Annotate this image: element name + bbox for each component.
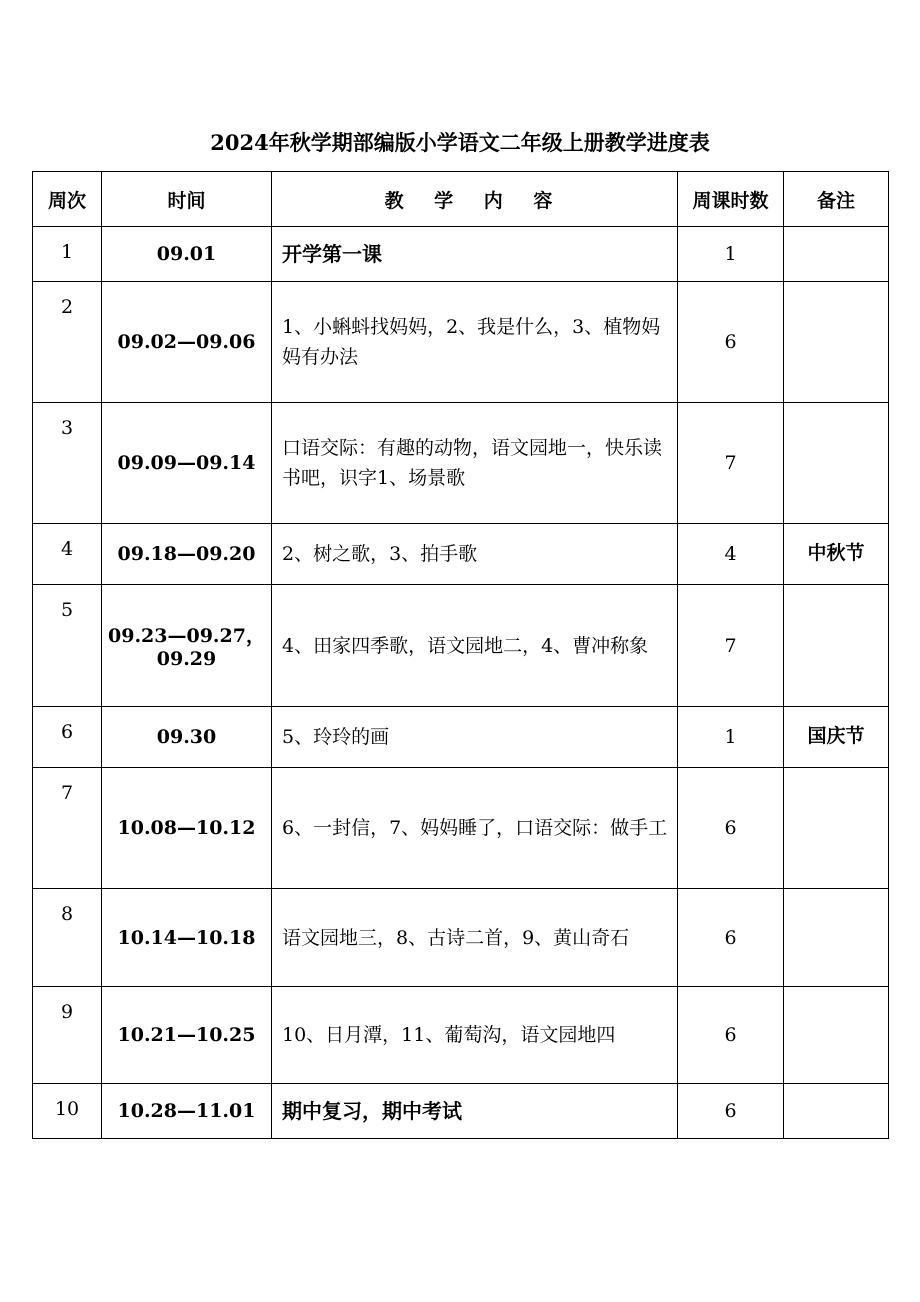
cell-content: 2、树之歌，3、拍手歌: [272, 524, 678, 585]
cell-date: 09.23—09.27，09.29: [102, 585, 272, 707]
cell-week: 9: [33, 987, 102, 1084]
cell-content: 口语交际：有趣的动物，语文园地一，快乐读书吧，识字1、场景歌: [272, 403, 678, 524]
cell-content: 期中复习，期中考试: [272, 1084, 678, 1139]
table-row: [33, 227, 889, 282]
cell-week: 8: [33, 889, 102, 987]
cell-hours: 6: [678, 987, 784, 1084]
cell-date: 10.14—10.18: [102, 889, 272, 987]
table-row: [33, 768, 889, 889]
table-row: [33, 403, 889, 524]
cell-note: [784, 987, 889, 1084]
cell-note: [784, 889, 889, 987]
table-header-row: [33, 172, 889, 227]
cell-hours: 6: [678, 768, 784, 889]
cell-hours: 7: [678, 585, 784, 707]
cell-week: 3: [33, 403, 102, 524]
cell-hours: 6: [678, 889, 784, 987]
table-row: [33, 889, 889, 987]
schedule-table: [32, 171, 889, 1139]
cell-content: 1、小蝌蚪找妈妈，2、我是什么，3、植物妈妈有办法: [272, 282, 678, 403]
cell-note: [784, 768, 889, 889]
cell-content: 语文园地三，8、古诗二首，9、黄山奇石: [272, 889, 678, 987]
cell-date: 10.21—10.25: [102, 987, 272, 1084]
cell-content: 6、一封信，7、妈妈睡了，口语交际：做手工: [272, 768, 678, 889]
cell-hours: 7: [678, 403, 784, 524]
page-title: 2024年秋学期部编版小学语文二年级上册教学进度表: [210, 130, 710, 155]
cell-note: [784, 403, 889, 524]
table-row: [33, 1084, 889, 1139]
cell-week: 1: [33, 227, 102, 282]
cell-week: 4: [33, 524, 102, 585]
cell-note: [784, 227, 889, 282]
cell-content: 10、日月潭，11、葡萄沟，语文园地四: [272, 987, 678, 1084]
cell-note: 中秋节: [784, 524, 889, 585]
header-hours: 周课时数: [678, 172, 784, 227]
cell-date: 09.01: [102, 227, 272, 282]
cell-hours: 1: [678, 707, 784, 768]
cell-hours: 6: [678, 282, 784, 403]
cell-week: 2: [33, 282, 102, 403]
table-row: [33, 524, 889, 585]
cell-note: [784, 282, 889, 403]
cell-hours: 4: [678, 524, 784, 585]
cell-week: 7: [33, 768, 102, 889]
cell-hours: 1: [678, 227, 784, 282]
table-row: [33, 707, 889, 768]
cell-date: 10.08—10.12: [102, 768, 272, 889]
cell-note: 国庆节: [784, 707, 889, 768]
cell-date: 09.18—09.20: [102, 524, 272, 585]
header-note: 备注: [784, 172, 889, 227]
cell-hours: 6: [678, 1084, 784, 1139]
header-date: 时间: [102, 172, 272, 227]
cell-date: 10.28—11.01: [102, 1084, 272, 1139]
cell-week: 10: [33, 1084, 102, 1139]
header-content: 教 学 内 容: [272, 172, 678, 227]
header-week: 周次: [33, 172, 102, 227]
table-row: [33, 987, 889, 1084]
cell-note: [784, 1084, 889, 1139]
cell-date: 09.30: [102, 707, 272, 768]
cell-date: 09.02—09.06: [102, 282, 272, 403]
cell-week: 5: [33, 585, 102, 707]
cell-week: 6: [33, 707, 102, 768]
cell-content: 开学第一课: [272, 227, 678, 282]
cell-note: [784, 585, 889, 707]
cell-date: 09.09—09.14: [102, 403, 272, 524]
cell-content: 4、田家四季歌，语文园地二，4、曹冲称象: [272, 585, 678, 707]
table-row: [33, 282, 889, 403]
table-row: [33, 585, 889, 707]
cell-content: 5、玲玲的画: [272, 707, 678, 768]
